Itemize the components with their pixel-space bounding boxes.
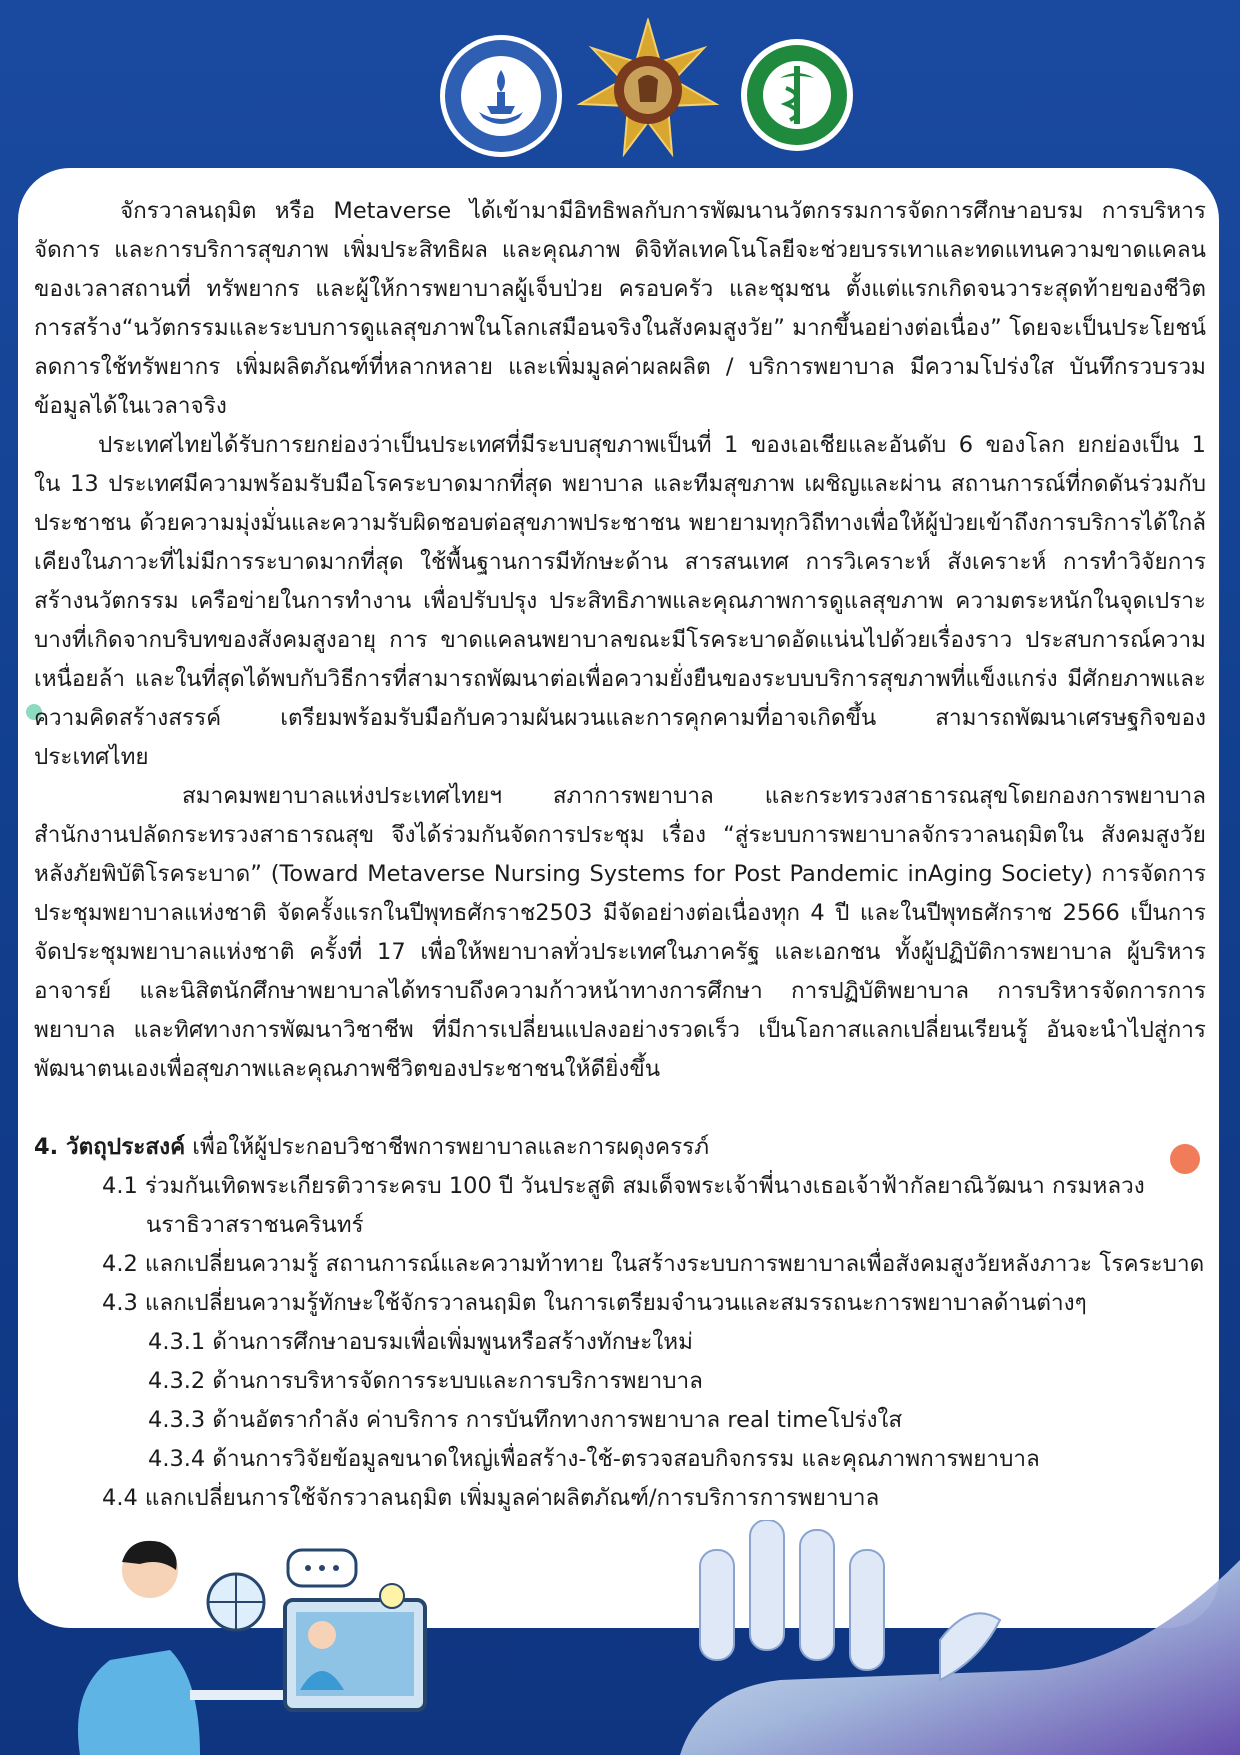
- header-logos: [0, 18, 1240, 168]
- objective-subitem: 4.3.2 ด้านการบริหารจัดการระบบและการบริการพยาบาล: [148, 1368, 703, 1394]
- objectives-title: 4. วัตถุประสงค์: [34, 1134, 186, 1160]
- objective-item: 4.3 แลกเปลี่ยนความรู้ทักษะใช้จักรวาลนฤมิต ในการเตรียมจำนวนและสมรรถนะการพยาบาลด้านต่างๆ: [102, 1290, 1087, 1316]
- objective-subitem: 4.3.3 ด้านอัตรากำลัง ค่าบริการ การบันทึกทางการพยาบาล real timeโปร่งใส: [148, 1407, 903, 1433]
- nurses-association-star-logo: [576, 18, 720, 162]
- nursing-council-logo: [439, 34, 563, 158]
- background-paragraph: ประเทศไทยได้รับการยกย่องว่าเป็นประเทศที่มีระบบสุขภาพเป็นที่ 1 ของเอเชียและอันดับ 6 ของโลก ยกย่องเป็น 1 ใน 13 ประเทศมีความพร้อมรับมือโรคระบาดมากที่สุด พยาบาล และทีมสุขภาพ เผชิญและผ่าน สถานการณ์ที่กดดันร่วมกับประชาชน ด้วยความมุ่งมั่นและความรับผิดชอบต่อสุขภาพประชาชน พยายามทุกวิถีทางเพื่อให้ผู้ป่วยเข้าถึงการบริการได้ใกล้เคียงในภาวะที่ไม่มีการระบาดมากที่สุด ใช้พื้นฐานการมีทักษะด้าน สารสนเทศ การวิเคราะห์ สังเคราะห์ การทำวิจัยการสร้างนวัตกรรม เครือข่ายในการทำงาน เพื่อปรับปรุง ประสิทธิภาพและคุณภาพการดูแลสุขภาพ ความตระหนักในจุดเปราะบางที่เกิดจากบริบทของสังคมสูงอายุ การ ขาดแคลนพยาบาลขณะมีโรคระบาดอัดแน่นไปด้วยเรื่องราว ประสบการณ์ความเหนื่อยล้า และในที่สุดได้พบกับวิธีการที่สามารถพัฒนาต่อเพื่อความยั่งยืนของระบบบริการสุขภาพที่แข็งแกร่ง มีศักยภาพและความคิดสร้างสรรค์ เตรียมพร้อมรับมือกับความผันผวนและการคุกคามที่อาจเกิดขึ้น สามารถพัฒนาเศรษฐกิจของประเทศไทย: [34, 432, 1206, 770]
- objective-item: 4.4 แลกเปลี่ยนการใช้จักรวาลนฤมิต เพิ่มมูลค่าผลิตภัณฑ์/การบริการการพยาบาล: [102, 1485, 880, 1511]
- objective-item: 4.1 ร่วมกันเทิดพระเกียรติวาระครบ 100 ปี วันประสูติ สมเด็จพระเจ้าพี่นางเธอเจ้าฟ้ากัลยาณิวัฒนา กรมหลวงนราธิวาสราชนครินทร์: [102, 1173, 1145, 1238]
- document-body: [34, 192, 1206, 1518]
- person-at-computer-illustration: [0, 1540, 460, 1755]
- robot-hand-illustration: [640, 1520, 1240, 1755]
- objective-item: 4.2 แลกเปลี่ยนความรู้ สถานการณ์และความท้าทาย ในสร้างระบบการพยาบาลเพื่อสังคมสูงวัยหลังภาวะ โรคระบาด: [102, 1251, 1205, 1277]
- conference-paragraph: สมาคมพยาบาลแห่งประเทศไทยฯ สภาการพยาบาล และกระทรวงสาธารณสุขโดยกองการพยาบาล สำนักงานปลัดกระทรวงสาธารณสุข จึงได้ร่วมกันจัดการประชุม เรื่อง “สู่ระบบการพยาบาลจักรวาลนฤมิตใน สังคมสูงวัย หลังภัยพิบัติโรคระบาด” (Toward Metaverse Nursing Systems for Post Pandemic inAging Society) การจัดการประชุมพยาบาลแห่งชาติ จัดครั้งแรกในปีพุทธศักราช2503 มีจัดอย่างต่อเนื่องทุก 4 ปี และในปีพุทธศักราช 2566 เป็นการจัดประชุมพยาบาลแห่งชาติ ครั้งที่ 17 เพื่อให้พยาบาลทั่วประเทศในภาครัฐ และเอกชน ทั้งผู้ปฏิบัติการพยาบาล ผู้บริหาร อาจารย์ และนิสิตนักศึกษาพยาบาลได้ทราบถึงความก้าวหน้าทางการศึกษา การปฏิบัติพยาบาล การบริหารจัดการการพยาบาล และทิศทางการพัฒนาวิชาชีพ ที่มีการเปลี่ยนแปลงอย่างรวดเร็ว เป็นโอกาสแลกเปลี่ยนเรียนรู้ อันจะนำไปสู่การพัฒนาตนเองเพื่อสุขภาพและคุณภาพชีวิตของประชาชนให้ดียิ่งขึ้น: [34, 783, 1206, 1082]
- objective-subitem: 4.3.1 ด้านการศึกษาอบรมเพื่อเพิ่มพูนหรือสร้างทักษะใหม่: [148, 1329, 693, 1355]
- objectives-intro: เพื่อให้ผู้ประกอบวิชาชีพการพยาบาลและการผดุงครรภ์: [185, 1134, 710, 1160]
- intro-paragraph: จักรวาลนฤมิต หรือ Metaverse ได้เข้ามามีอิทธิพลกับการพัฒนานวัตกรรมการจัดการศึกษาอบรม การบริหารจัดการ และการบริการสุขภาพ เพิ่มประสิทธิผล และคุณภาพ ดิจิทัลเทคโนโลยีจะช่วยบรรเทาและทดแทนความขาดแคลนของเวลาสถานที่ ทรัพยากร และผู้ให้การพยาบาลผู้เจ็บป่วย ครอบครัว และชุมชน ตั้งแต่แรกเกิดจนวาระสุดท้ายของชีวิต การสร้าง“นวัตกรรมและระบบการดูแลสุขภาพในโลกเสมือนจริงในสังคมสูงวัย” มากขึ้นอย่างต่อเนื่อง” โดยจะเป็นประโยชน์ ลดการใช้ทรัพยากร เพิ่มผลิตภัณฑ์ที่หลากหลาย และเพิ่มมูลค่าผลผลิต / บริการพยาบาล มีความโปร่งใส บันทึกรวบรวมข้อมูลได้ในเวลาจริง: [34, 198, 1206, 419]
- objective-subitem: 4.3.4 ด้านการวิจัยข้อมูลขนาดใหญ่เพื่อสร้าง-ใช้-ตรวจสอบกิจกรรม และคุณภาพการพยาบาล: [148, 1446, 1040, 1472]
- nursing-division-logo: [740, 38, 854, 152]
- objectives-heading: [34, 1128, 1206, 1167]
